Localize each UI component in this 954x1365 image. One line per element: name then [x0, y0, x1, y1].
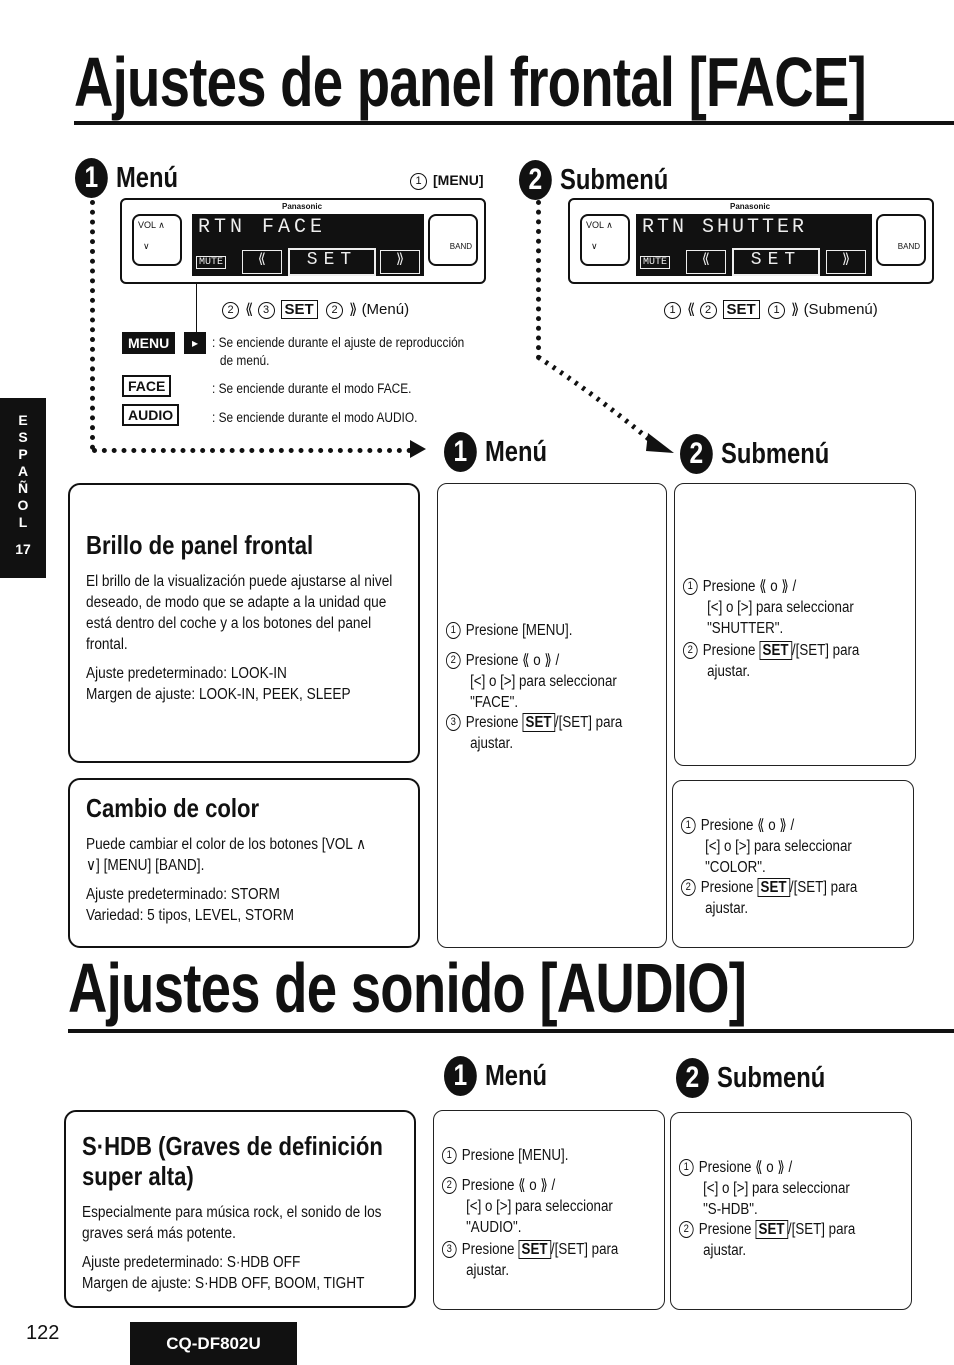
face-submenu-heading: 2 Submenú — [519, 160, 668, 200]
brightness-range: Margen de ajuste: LOOK-IN, PEEK, SLEEP — [86, 686, 351, 703]
step-2: 2 Presione ⟪ o ⟫ / [<] o [>] para seleccionar "AUDIO". — [442, 1175, 613, 1238]
shdb-default: Ajuste predeterminado: S·HDB OFF — [82, 1254, 301, 1271]
audio-submenu-steps-box — [670, 1112, 912, 1310]
right-arrow-button[interactable]: ⟫ — [826, 250, 866, 274]
dotted-diagonal-arrow — [536, 355, 686, 455]
audio-section-title: Ajustes de sonido [AUDIO] — [68, 949, 747, 1027]
left-arrow-button[interactable]: ⟪ — [686, 250, 726, 274]
mute-label: MUTE — [196, 256, 226, 269]
shdb-heading: S·HDB (Graves de definición super alta) — [82, 1131, 383, 1191]
lcd-display — [192, 214, 424, 276]
head-unit-shutter-illustration — [568, 198, 934, 284]
step-2: 2 Presione ⟪ o ⟫ / [<] o [>] para seleccionar "FACE". — [446, 650, 617, 713]
brand-logo: Panasonic — [730, 202, 771, 211]
step-3: 3 Presione SET /[SET] para ajustar. — [446, 712, 622, 754]
step-number-2-icon: 2 — [676, 1058, 709, 1098]
vol-knob: VOL ∧ ∨ — [580, 214, 630, 266]
brightness-heading: Brillo de panel frontal — [86, 530, 314, 560]
menu-key-caption: 1 [MENU] — [410, 172, 484, 190]
device1-caption: 2 ⟪ 3 SET 2 ⟫ (Menú) — [222, 300, 409, 319]
color-box — [68, 778, 420, 948]
side-tab-page: 17 — [15, 541, 31, 557]
step-number-1-icon: 1 — [75, 158, 108, 198]
title-rule — [74, 121, 954, 125]
shdb-box — [64, 1110, 416, 1308]
audio-submenu-heading: 2 Submenú — [676, 1058, 825, 1098]
menu-indicator-badge: MENU — [122, 332, 175, 354]
step-number-2-icon: 2 — [680, 434, 713, 474]
page-number: 122 — [26, 1322, 60, 1344]
audio-indicator-badge: AUDIO — [122, 404, 179, 426]
color-default: Ajuste predeterminado: STORM — [86, 886, 280, 903]
audio-menu-steps-box — [433, 1110, 665, 1310]
step-2: 2 Presione SET /[SET] para ajustar. — [679, 1219, 855, 1261]
face-indicator-note: : Se enciende durante el modo FACE. — [212, 381, 412, 396]
lcd-text: RTN FACE — [198, 216, 327, 239]
side-tab-letter: S — [18, 429, 28, 445]
audio-indicator-note: : Se enciende durante el modo AUDIO. — [212, 410, 418, 425]
band-knob: BAND — [428, 214, 478, 266]
side-tab-letter: P — [18, 446, 28, 462]
face-submenu-color-box — [672, 780, 914, 948]
left-arrow-button[interactable]: ⟪ — [242, 250, 282, 274]
step-1: 1 Presione ⟪ o ⟫ / [<] o [>] para seleccionar "COLOR". — [681, 815, 852, 878]
shdb-body: Especialmente para música rock, el sonido de los graves será más potente. — [82, 1204, 382, 1242]
face-section-title: Ajustes de panel frontal [FACE] — [74, 43, 866, 121]
brand-logo: Panasonic — [282, 202, 323, 211]
language-side-tab — [0, 398, 46, 578]
color-heading: Cambio de color — [86, 793, 260, 823]
model-badge: CQ-DF802U — [130, 1322, 297, 1365]
side-tab-letter: E — [18, 412, 28, 428]
vol-knob: VOL ∧ ∨ — [132, 214, 182, 266]
side-tab-letter: O — [17, 497, 29, 513]
brightness-body: El brillo de la visualización puede ajustarse al nivel deseado, de modo que se adapte a la unidad que está dentro del coche y a los botones del panel frontal. — [86, 573, 393, 653]
face-menu-heading: 1 Menú — [75, 158, 178, 198]
audio-menu-heading: 1 Menú — [444, 1056, 547, 1096]
menu-indicator-arrow: ▸ — [184, 332, 206, 354]
lcd-text: RTN SHUTTER — [642, 216, 808, 239]
dotted-guide-left — [90, 200, 95, 450]
head-unit-face-illustration — [120, 198, 486, 284]
dotted-guide-bottom — [92, 448, 412, 453]
dotted-guide-right — [536, 200, 541, 360]
step-number-1-icon: 1 — [444, 1056, 477, 1096]
band-knob: BAND — [876, 214, 926, 266]
face-submenu-heading-lower: 2 Submenú — [680, 434, 829, 474]
color-range: Variedad: 5 tipos, LEVEL, STORM — [86, 907, 294, 924]
step-1: 1 Presione [MENU]. — [442, 1145, 568, 1166]
brightness-box — [68, 483, 420, 763]
side-tab-letter: A — [17, 463, 29, 479]
face-submenu-brightness-box — [674, 483, 916, 766]
set-button[interactable]: SET — [732, 248, 820, 276]
menu-indicator-note: : Se enciende durante el ajuste de reproducción de menú. — [212, 335, 465, 368]
face-indicator-badge: FACE — [122, 375, 171, 397]
mute-label: MUTE — [640, 256, 670, 269]
shdb-range: Margen de ajuste: S·HDB OFF, BOOM, TIGHT — [82, 1275, 365, 1292]
step-2: 2 Presione SET /[SET] para ajustar. — [681, 877, 857, 919]
step-1: 1 Presione ⟪ o ⟫ / [<] o [>] para seleccionar "S-HDB". — [679, 1157, 850, 1220]
brightness-default: Ajuste predeterminado: LOOK-IN — [86, 665, 287, 682]
set-button[interactable]: SET — [288, 248, 376, 276]
step-3: 3 Presione SET /[SET] para ajustar. — [442, 1239, 618, 1281]
device2-caption: 1 ⟪ 2 SET 1 ⟫ (Submenú) — [664, 300, 878, 319]
arrow-right-icon — [410, 440, 426, 458]
step-number-1-icon: 1 — [444, 432, 477, 472]
title-rule — [68, 1029, 954, 1033]
color-body: Puede cambiar el color de los botones [VOL ∧ ∨] [MENU] [BAND]. — [86, 836, 367, 874]
face-menu-heading-lower: 1 Menú — [444, 432, 547, 472]
right-arrow-button[interactable]: ⟫ — [380, 250, 420, 274]
step-number-2-icon: 2 — [519, 160, 552, 200]
step-1: 1 Presione [MENU]. — [446, 620, 572, 641]
side-tab-letter: L — [18, 514, 28, 530]
side-tab-letter: Ñ — [17, 480, 29, 496]
face-menu-steps-box — [437, 483, 667, 948]
lcd-display — [636, 214, 872, 276]
step-2: 2 Presione SET /[SET] para ajustar. — [683, 640, 859, 682]
step-1: 1 Presione ⟪ o ⟫ / [<] o [>] para seleccionar "SHUTTER". — [683, 576, 854, 639]
